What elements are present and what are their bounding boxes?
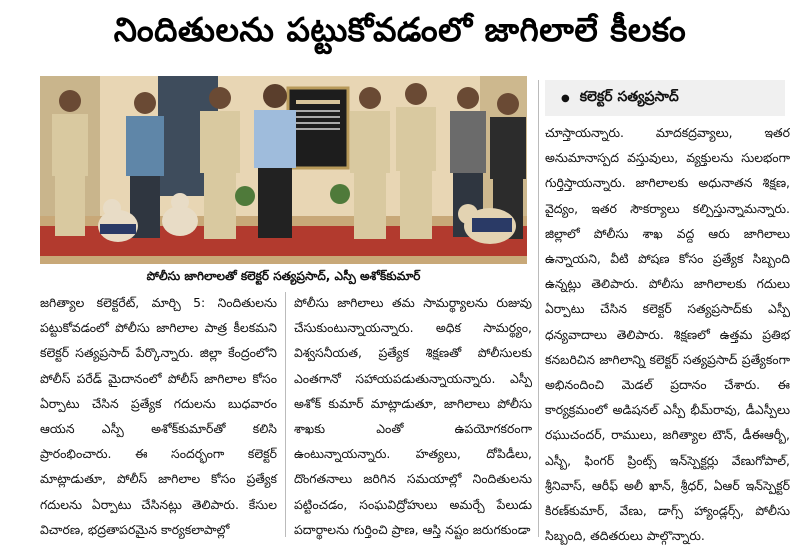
bullet-icon: ● [561,92,570,104]
article-column-1 [40,290,277,542]
article-text: చూస్తాయన్నారు. మాదకద్రవ్యాలు, ఇతర అనుమానాస్పద వస్తువులు, వ్యక్తులను సులభంగా గుర్తిస్తాయన్నారు. జాగిలాలకు అధునాతన శిక్షణ, వైద్యం, ఇతర సౌకర్యాలు కల్పిస్తున్నామన్నారు. జిల్లాలో పోలీసు శాఖ వద్ద ఆరు జాగిలాలు ఉన్నాయని, వీటి పోషణ కోసం ప్రత్యేక సిబ్బంది ఉన్నట్లు తెలిపారు. పోలీసు జాగిలాలకు గదులు ఏర్పాటు చేసిన కలెక్టర్ సత్యప్రసాద్‌కు ఎస్పీ ధన్యవాదాలు తెలిపారు. శిక్షణలో ఉత్తమ ప్రతిభ కనబరిచిన జాగిలాన్ని కలెక్టర్ సత్యప్రసాద్ ప్రత్యేకంగా అభినందించి మెడల్ ప్రదానం చేశారు. ఈ కార్యక్రమంలో అడిషనల్ ఎస్పీ భీమ్‌రావు, డీఎస్పీలు రఘుచందర్, రాములు, జగిత్యాల టౌన్, డీఈఆర్బీ, ఎస్బీ, ఫింగర్ ప్రింట్స్ ఇన్‌స్పెక్టర్లు వేణుగోపాల్, శ్రీనివాస్, ఆరీఫ్ అలీ ఖాన్, శ్రీధర్, ఏఆర్ ఇన్‌స్పెక్టర్ కిరణ్‌కుమార్, వేణు, డాగ్స్ హ్యాండ్లర్స్, పోలీసు సిబ్బంది, తదితరులు పాల్గొన్నారు. [545,125,790,544]
byline-name: కలెక్టర్ సత్యప్రసాద్ [579,88,679,105]
photo-plant [330,184,350,204]
police-dogs-photo-illustration [40,76,527,264]
photo-caption: పోలీసు జాగిలాలతో కలెక్టర్ సత్యప్రసాద్, ఎస్పీ అశోక్‌కుమార్ [146,269,421,283]
article-column-3 [545,120,790,548]
column-divider [285,292,286,537]
column-divider [538,80,539,537]
photo-plant [235,186,255,206]
byline-box [545,80,785,116]
article-column-2 [294,290,532,542]
article-text: పోలీసు జాగిలాలు తమ సామర్థ్యాలను రుజువు చేసుకుంటున్నాయన్నారు. అధిక సామర్థ్యం, విశ్వసనీయత, ప్రత్యేక శిక్షణతో పోలీసులకు ఎంతగానో సహాయపడుతున్నాయన్నారు. ఎస్పీ అశోక్ కుమార్ మాట్లాడుతూ, జాగిలాలు పోలీసు శాఖకు ఎంతో ఉపయోగకరంగా ఉంటున్నాయన్నారు. హత్యలు, దోపిడీలు, దొంగతనాలు జరిగిన సమయాల్లో నిందితులను పట్టించడం, సంఘవిద్రోహులు అమర్చే పేలుడు పదార్థాలను గుర్తించి ప్రాణ, ఆస్తి నష్టం జరుగకుండా [294,295,532,537]
article-text: జగిత్యాల కలెక్టరేట్, మార్చి 5: నిందితులను పట్టుకోవడంలో పోలీసు జాగిలాల పాత్ర కీలకమని కలెక్టర్ సత్యప్రసాద్ పేర్కొన్నారు. జిల్లా కేంద్రంలోని పోలీస్ పరేడ్ మైదానంలో పోలీస్ జాగిలాల కోసం ఏర్పాటు చేసిన ప్రత్యేక గదులను బుధవారం ఆయన ఎస్పీ అశోక్‌కుమార్‌తో కలిసి ప్రారంభించారు. ఈ సందర్భంగా కలెక్టర్ మాట్లాడుతూ, పోలీస్ జాగిలాల కోసం ప్రత్యేక గదులను ఏర్పాటు చేసినట్లు తెలిపారు. కేసుల విచారణ, భద్రతాపరమైన కార్యకలాపాల్లో [40,295,277,537]
news-photo [40,76,527,264]
headline: నిందితులను పట్టుకోవడంలో జాగిలాలే కీలకం [113,9,687,49]
